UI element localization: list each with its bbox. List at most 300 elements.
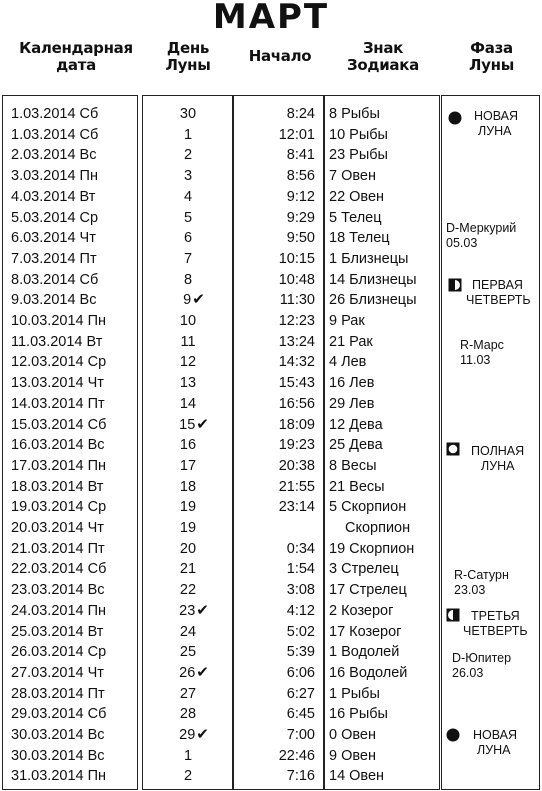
cell-lunar-day-text: 5 [183,209,193,226]
cell-start-time [279,415,315,436]
cell-zodiac-sign [329,166,376,187]
cell-lunar-day [143,642,233,663]
cell-lunar-day [143,125,233,146]
cell-zodiac-sign [329,125,388,146]
cell-date-text: 29.03.2014 Сб [11,706,107,723]
cell-date [11,580,105,601]
phase-label-line2: ЛУНА [478,124,512,138]
cell-lunar-day [143,435,233,456]
cell-date [11,332,102,353]
cell-lunar-day [143,518,233,539]
cell-lunar-day [143,104,233,125]
cell-zodiac-sign [329,663,407,684]
cell-start-time [287,766,315,787]
cell-zodiac-sign-text: 4 Лев [329,354,367,371]
cell-lunar-day-text: 19 [179,520,197,536]
planet-mercury-date: 05.03 [446,236,478,250]
cell-start-time [287,684,315,705]
cell-start-time-text: 6:45 [286,706,315,723]
cell-lunar-day [143,332,233,353]
cell-date [11,684,105,705]
cell-zodiac-sign-text: 12 Дева [329,416,383,433]
cell-start-time-text: 10:15 [278,250,315,267]
phase-label-line2: ЛУНА [481,459,515,473]
cell-date-text: 30.03.2014 Вс [11,727,105,743]
cell-lunar-day-text: 26 [179,664,196,681]
cell-date [11,394,105,415]
phase-first-quarter [466,278,531,308]
cell-zodiac-sign [329,145,388,166]
cell-zodiac-sign-text: 7 Овен [329,168,376,185]
cell-start-time [287,145,315,166]
cell-lunar-day-text: 14 [179,395,197,412]
cell-date [11,104,98,125]
cell-lunar-day-text: 20 [179,540,197,557]
cell-date-text: 18.03.2014 Вт [11,478,104,495]
cell-lunar-day-text: 11 [180,333,196,350]
header-date-line2: дата [56,56,96,74]
cell-lunar-day [143,622,233,643]
cell-start-time-text: 15:43 [278,375,315,392]
cell-date-text: 19.03.2014 Ср [11,499,107,516]
cell-date [11,642,106,663]
cell-zodiac-sign [329,435,383,456]
cell-zodiac-sign-text: 17 Стрелец [329,582,407,599]
cell-start-time-text: 10:48 [278,271,315,288]
cell-start-time [280,290,315,311]
cell-date-text: 3.03.2014 Пн [11,168,98,185]
cell-zodiac-sign-text: 16 Водолей [329,664,408,681]
phase-label-line1: НОВАЯ [474,109,519,123]
cell-start-time [279,746,315,767]
column-sign [324,95,440,790]
column-date [2,95,138,790]
cell-date [11,290,96,311]
cell-zodiac-sign [329,187,384,208]
cell-lunar-day-text: 12 [179,354,197,371]
cell-start-time [279,456,315,477]
cell-start-time-text: 12:23 [278,313,315,329]
check-icon: ✔ [192,291,205,309]
cell-start-time [287,580,315,601]
cell-zodiac-sign [329,394,374,415]
cell-start-time-text: 8:41 [286,147,315,164]
cell-start-time-text: 20:38 [278,457,315,474]
cell-zodiac-sign-text: 5 Скорпион [329,499,407,516]
check-icon: ✔ [196,663,209,681]
cell-start-time [287,642,315,663]
cell-lunar-day-text: 3 [183,168,193,185]
cell-start-time [279,497,315,518]
cell-start-time-text: 9:29 [286,209,315,226]
cell-lunar-day-text: 18 [179,478,197,495]
cell-zodiac-sign-text: 9 Овен [329,747,376,764]
cell-start-time [287,663,315,684]
cell-zodiac-sign [329,642,399,663]
cell-date [11,746,105,767]
cell-zodiac-sign [329,415,383,436]
check-icon: ✔ [196,415,209,433]
header-lunar-day [143,40,233,74]
cell-date-text: 30.03.2014 Вс [11,747,105,764]
cell-zodiac-sign [329,704,388,725]
header-date [14,40,138,74]
cell-zodiac-sign [329,290,417,311]
cell-date-text: 1.03.2014 Сб [11,126,99,143]
cell-date-text: 24.03.2014 Пн [11,602,107,619]
cell-zodiac-sign [329,104,380,125]
cell-start-time [279,373,315,394]
cell-zodiac-sign-text: 10 Рыбы [329,126,388,143]
cell-zodiac-sign-text: 9 Рак [329,313,365,329]
cell-lunar-day [143,166,233,187]
cell-lunar-day-text: 15 [179,416,196,433]
cell-date-text: 9.03.2014 Вс [11,292,97,309]
cell-start-time [287,208,315,229]
cell-date-text: 14.03.2014 Пт [11,395,105,412]
cell-lunar-day-text: 2 [183,147,193,164]
cell-start-time [287,228,315,249]
cell-date [11,373,104,394]
cell-start-time [287,725,315,746]
cell-lunar-day [143,725,233,746]
cell-zodiac-sign [329,373,374,394]
cell-zodiac-sign [329,684,380,705]
cell-lunar-day [143,559,233,580]
cell-zodiac-sign [329,208,382,229]
third-quarter-icon [446,608,460,622]
cell-lunar-day [143,497,233,518]
cell-date-text: 15.03.2014 Сб [11,416,107,433]
cell-lunar-day-text: 4 [183,188,193,205]
cell-zodiac-sign-text: 1 Близнецы [329,250,409,267]
cell-zodiac-sign-text: 17 Козерог [329,623,402,640]
cell-zodiac-sign-text: 0 Овен [329,727,376,743]
header-lunar-day-line2: Луны [165,56,211,74]
cell-zodiac-sign-text: 2 Козерог [329,602,394,619]
phase-label-line1: ПОЛНАЯ [471,444,525,458]
new-moon-icon [446,728,460,742]
cell-date [11,415,106,436]
new-moon-icon [448,111,462,125]
cell-date-text: 26.03.2014 Ср [11,644,107,661]
cell-start-time [279,332,315,353]
planet-saturn-date: 23.03 [454,583,486,597]
phase-label-line2: ЧЕТВЕРТЬ [466,293,531,307]
planet-mars [460,338,504,368]
cell-lunar-day [143,270,233,291]
cell-start-time-text: 19:23 [278,437,315,454]
planet-jupiter [452,651,511,681]
cell-date [11,766,106,787]
cell-lunar-day [143,684,233,705]
cell-zodiac-sign-text: 21 Весы [329,478,385,495]
page-title: МАРТ [212,0,330,37]
cell-date-text: 17.03.2014 Пн [11,457,107,474]
phase-full-moon [471,444,524,474]
cell-lunar-day-text: 13 [179,375,197,392]
cell-start-time [287,166,315,187]
cell-lunar-day-text: 30 [179,106,197,122]
cell-date-text: 22.03.2014 Сб [11,561,107,578]
phase-new-moon-1 [474,109,518,139]
cell-date [11,208,98,229]
cell-date-text: 7.03.2014 Пт [11,250,97,267]
full-moon-icon [446,442,460,456]
cell-start-time-text: 16:56 [278,395,315,412]
header-lunar-day-line1: День [166,39,210,57]
planet-mars-label: R-Марс [460,338,504,352]
cell-zodiac-sign [329,311,365,332]
cell-zodiac-sign [329,456,377,477]
cell-lunar-day-text: 28 [179,706,197,723]
cell-zodiac-sign [329,497,406,518]
cell-date-text: 16.03.2014 Вс [11,437,105,454]
phase-third-quarter [463,609,528,639]
cell-lunar-day [143,394,233,415]
cell-date [11,539,105,560]
cell-lunar-day-text: 17 [179,457,197,474]
check-icon: ✔ [196,726,209,743]
cell-zodiac-sign [329,270,417,291]
cell-start-time-text: 22:46 [278,747,315,764]
cell-zodiac-sign [345,518,410,539]
cell-zodiac-sign-text: 25 Дева [329,437,383,454]
cell-date-text: 1.03.2014 Сб [11,106,99,122]
cell-start-time-text: 4:12 [286,602,315,619]
cell-date [11,559,106,580]
cell-start-time [279,125,315,146]
planet-saturn [454,568,509,598]
cell-start-time [287,622,315,643]
cell-start-time-text: 0:34 [286,540,315,557]
cell-lunar-day-text: 16 [179,437,197,454]
cell-date-text: 27.03.2014 Чт [11,664,104,681]
cell-zodiac-sign-text: 19 Скорпион [329,540,415,557]
cell-zodiac-sign-text: 14 Овен [329,768,385,785]
cell-start-time-text: 3:08 [286,582,315,599]
cell-date [11,435,105,456]
cell-lunar-day-text: 10 [179,313,197,329]
cell-zodiac-sign-text: 29 Лев [329,395,375,412]
cell-lunar-day [143,415,233,436]
cell-start-time [287,539,315,560]
cell-zodiac-sign [329,622,401,643]
cell-lunar-day [143,456,233,477]
cell-date-text: 11.03.2014 Вт [11,333,103,350]
cell-lunar-day-text: 9 [183,292,192,309]
cell-date-text: 31.03.2014 Пн [11,768,107,785]
cell-date [11,601,106,622]
phase-label-line2: ЧЕТВЕРТЬ [463,624,528,638]
cell-lunar-day [143,228,233,249]
cell-lunar-day [143,601,233,622]
column-start [233,95,324,790]
cell-lunar-day-text: 21 [179,561,197,578]
cell-start-time [287,187,315,208]
cell-zodiac-sign-text: 16 Рыбы [329,706,388,723]
cell-start-time [279,311,315,332]
cell-lunar-day-text: 29 [179,727,196,743]
cell-lunar-day-text: 6 [183,230,193,247]
cell-start-time-text: 5:39 [286,644,315,661]
header-sign [326,40,440,74]
cell-start-time [287,559,315,580]
cell-lunar-day [143,352,233,373]
cell-start-time-text: 12:01 [278,126,315,143]
cell-zodiac-sign-text: 8 Рыбы [329,106,380,122]
header-start [235,48,325,65]
cell-start-time [279,249,315,270]
cell-date-text: 13.03.2014 Чт [11,375,104,392]
column-phase [441,95,540,790]
cell-zodiac-sign [329,601,393,622]
cell-lunar-day-text: 22 [179,582,197,599]
cell-start-time-text: 7:00 [286,727,315,743]
cell-date [11,704,106,725]
cell-start-time-text: 1:54 [286,561,315,578]
phase-label-line1: ПЕРВАЯ [472,278,523,292]
cell-date [11,228,96,249]
cell-lunar-day-text: 24 [179,623,197,640]
cell-zodiac-sign-text: 5 Телец [329,209,382,226]
cell-lunar-day [143,580,233,601]
cell-date [11,477,103,498]
cell-start-time-text: 23:14 [278,499,315,516]
cell-zodiac-sign-text: 1 Водолей [329,644,400,661]
phase-label-line2: ЛУНА [477,743,511,757]
cell-lunar-day-text: 2 [183,768,193,785]
column-lunar-day [142,95,233,790]
planet-mercury-label: D-Меркурий [446,221,517,235]
cell-zodiac-sign [329,228,390,249]
cell-date [11,166,98,187]
cell-start-time-text: 7:16 [286,768,315,785]
cell-start-time-text: 8:24 [286,106,315,122]
cell-date-text: 8.03.2014 Сб [11,271,99,288]
cell-start-time [279,270,315,291]
header-start-line1: Начало [248,47,312,65]
cell-start-time-text: 9:50 [286,230,315,247]
cell-date [11,663,104,684]
cell-lunar-day [143,766,233,787]
header-date-line1: Календарная [19,39,133,57]
cell-date [11,187,95,208]
cell-zodiac-sign-text: 18 Телец [329,230,390,247]
cell-zodiac-sign [329,352,366,373]
cell-start-time-text: 6:06 [286,664,315,681]
header-phase-line1: Фаза [470,39,513,57]
planet-mars-date: 11.03 [460,353,491,367]
cell-start-time [279,477,315,498]
cell-date-text: 21.03.2014 Пт [11,540,105,557]
header-sign-line2: Зодиака [347,56,419,74]
cell-zodiac-sign-text: 23 Рыбы [329,147,388,164]
cell-lunar-day-text: 23 [179,602,196,619]
planet-jupiter-label: D-Юпитер [452,651,512,665]
cell-date [11,125,98,146]
cell-date [11,622,103,643]
cell-date [11,518,104,539]
cell-start-time [279,435,315,456]
cell-lunar-day [143,539,233,560]
planet-saturn-label: R-Сатурн [454,568,509,582]
cell-lunar-day-text: 25 [179,644,197,661]
cell-lunar-day [143,208,233,229]
cell-zodiac-sign-text: Скорпион [345,520,411,536]
cell-zodiac-sign [329,746,376,767]
first-quarter-icon [448,278,462,292]
cell-lunar-day [143,746,233,767]
cell-date [11,145,96,166]
cell-zodiac-sign-text: 21 Рак [329,333,373,350]
planet-mercury [446,221,516,251]
cell-date [11,497,106,518]
cell-lunar-day-text: 27 [179,685,197,702]
cell-start-time-text: 13:24 [278,333,315,350]
cell-start-time-text: 18:09 [278,416,315,433]
cell-date-text: 20.03.2014 Чт [11,520,104,536]
cell-lunar-day-text: 1 [183,747,193,764]
cell-date-text: 12.03.2014 Ср [11,354,107,371]
check-icon: ✔ [196,601,209,619]
cell-zodiac-sign [329,477,385,498]
cell-date-text: 5.03.2014 Ср [11,209,99,226]
cell-start-time-text: 21:55 [278,478,315,495]
cell-lunar-day [143,311,233,332]
phase-new-moon-2 [473,728,517,758]
cell-start-time-text: 8:56 [286,168,315,185]
cell-lunar-day-text: 8 [183,271,193,288]
cell-zodiac-sign [329,725,376,746]
cell-date-text: 25.03.2014 Вт [11,623,104,640]
cell-start-time [287,601,315,622]
cell-zodiac-sign [329,249,408,270]
header-phase-line2: Луны [469,56,514,74]
cell-zodiac-sign-text: 26 Близнецы [329,292,417,309]
cell-start-time-text: 9:12 [286,188,315,205]
cell-start-time [287,704,315,725]
cell-zodiac-sign-text: 16 Лев [329,375,375,392]
cell-lunar-day-text: 1 [183,126,193,143]
cell-zodiac-sign-text: 22 Овен [329,188,385,205]
cell-date [11,270,98,291]
cell-date [11,352,106,373]
cell-start-time [279,394,315,415]
cell-lunar-day [143,704,233,725]
cell-date-text: 2.03.2014 Вс [11,147,97,164]
cell-start-time-text: 14:32 [278,354,315,371]
phase-label-line1: НОВАЯ [473,728,518,742]
cell-start-time [287,104,315,125]
cell-lunar-day [143,187,233,208]
cell-date [11,311,106,332]
cell-lunar-day [143,290,233,311]
cell-lunar-day [143,663,233,684]
cell-zodiac-sign [329,332,373,353]
cell-start-time-text: 5:02 [286,623,315,640]
cell-date-text: 6.03.2014 Чт [11,230,96,247]
cell-zodiac-sign [329,559,399,580]
cell-start-time-text: 11:30 [279,292,315,309]
cell-date-text: 4.03.2014 Вт [11,188,96,205]
planet-jupiter-date: 26.03 [452,666,484,680]
cell-date [11,456,106,477]
phase-label-line1: ТРЕТЬЯ [471,609,520,623]
cell-date [11,725,105,746]
cell-zodiac-sign-text: 14 Близнецы [329,271,417,288]
cell-lunar-day [143,145,233,166]
